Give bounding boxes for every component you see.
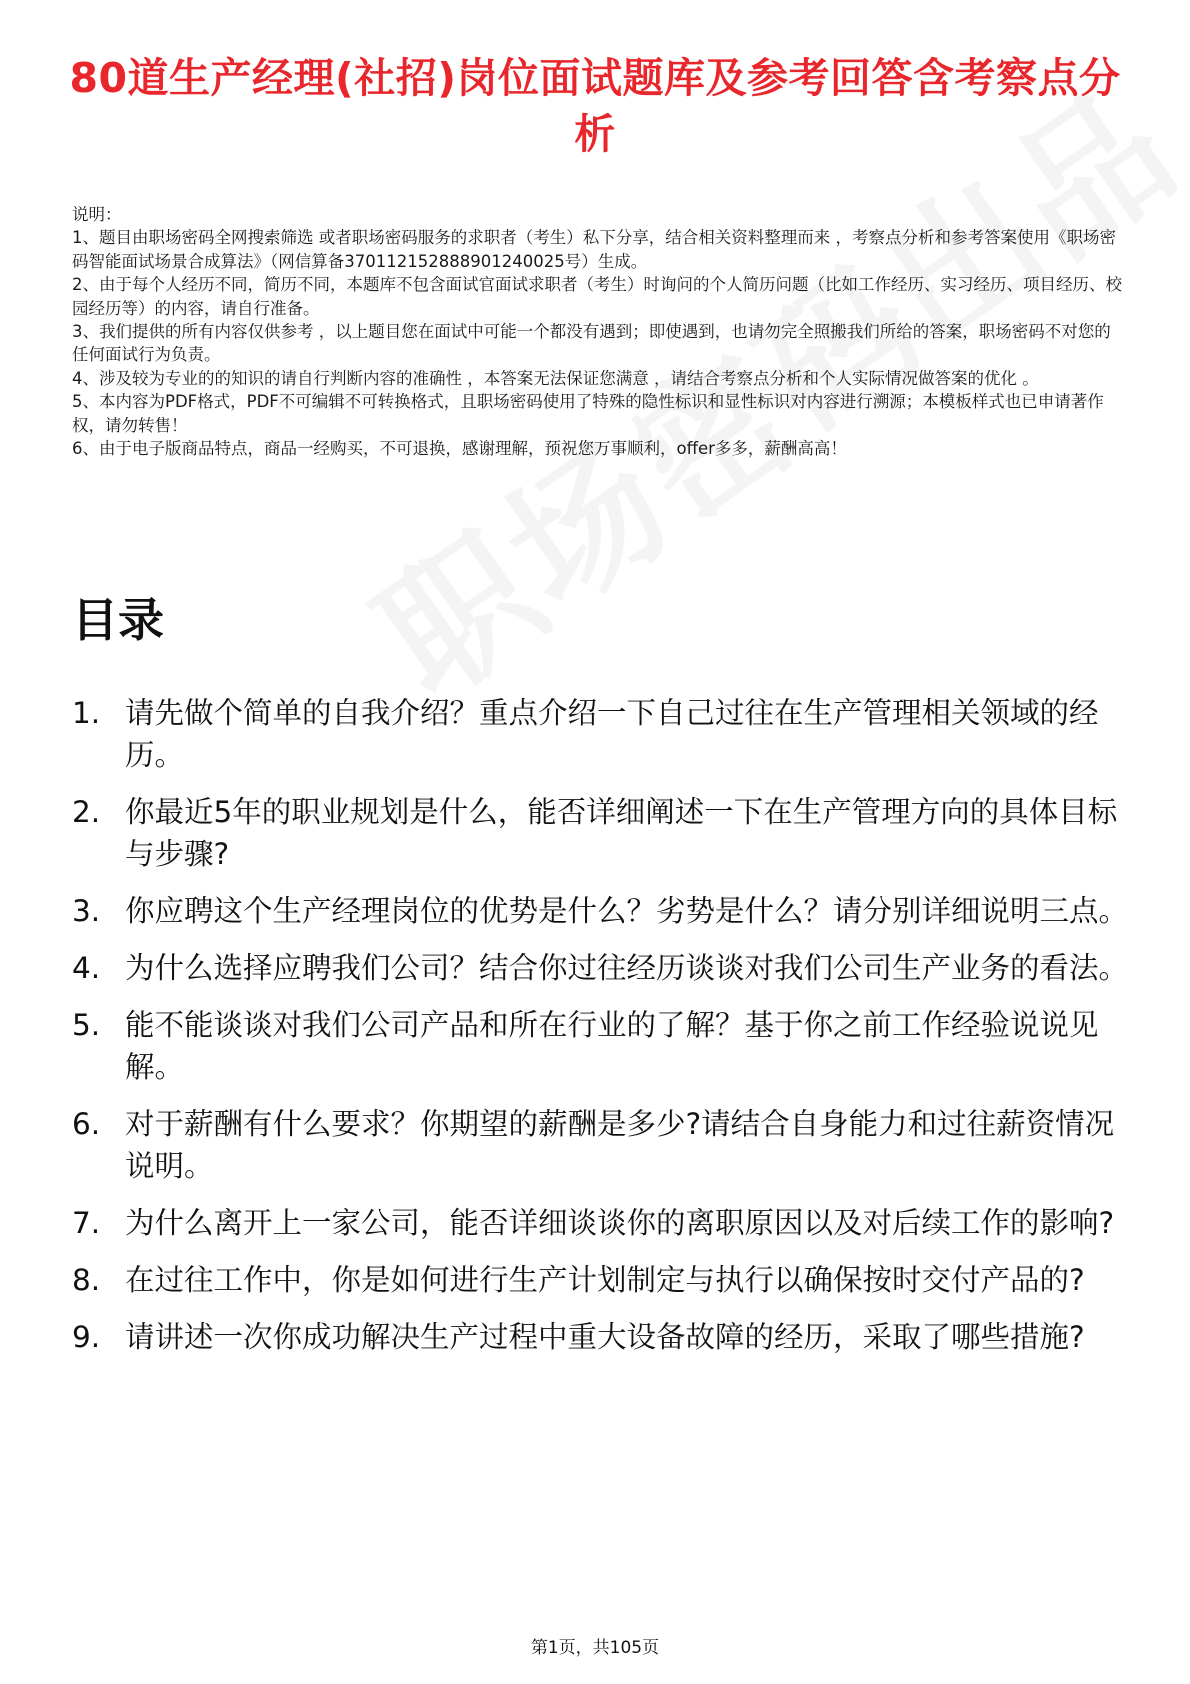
- question-item-2[interactable]: [72, 791, 1132, 875]
- question-number: 1.: [72, 696, 101, 730]
- question-text: 为什么选择应聘我们公司？结合你过往经历谈谈对我们公司生产业务的看法。: [125, 951, 1129, 985]
- question-item-9[interactable]: [72, 1316, 1132, 1358]
- question-item-4[interactable]: [72, 947, 1132, 989]
- question-text: 在过往工作中，你是如何进行生产计划制定与执行以确保按时交付产品的?: [125, 1263, 1085, 1297]
- note-item-4: 4、涉及较为专业的的知识的请自行判断内容的准确性 ，本答案无法保证您满意 ，请结合考察点分析和个人实际情况做答案的优化 。: [72, 368, 1039, 388]
- question-text: 能不能谈谈对我们公司产品和所在行业的了解？基于你之前工作经验说说见解。: [125, 1008, 1099, 1084]
- question-number: 5.: [72, 1008, 101, 1042]
- question-item-3[interactable]: [72, 890, 1132, 932]
- question-number: 6.: [72, 1107, 101, 1141]
- note-item-3: 3、我们提供的所有内容仅供参考 ，以上题目您在面试中可能一个都没有遇到；即使遇到，也请勿完全照搬我们所给的答案，职场密码不对您的任何面试行为负责。: [72, 322, 1111, 365]
- note-item-5: 5、本内容为PDF格式，PDF不可编辑不可转换格式，且职场密码使用了特殊的隐性标识和显性标识对内容进行溯源；本模板样式也已申请著作权，请勿转售！: [72, 392, 1104, 435]
- question-item-7[interactable]: [72, 1202, 1132, 1244]
- question-number: 9.: [72, 1320, 101, 1354]
- question-number: 3.: [72, 894, 101, 928]
- note-item-2: 2、由于每个人经历不同，简历不同，本题库不包含面试官面试求职者（考生）时询问的个人简历问题（比如工作经历、实习经历、项目经历、校园经历等）的内容，请自行准备。: [72, 275, 1122, 318]
- question-item-1[interactable]: [72, 692, 1132, 776]
- question-item-5[interactable]: [72, 1004, 1132, 1088]
- toc-heading: 目录: [72, 593, 164, 647]
- question-item-6[interactable]: [72, 1103, 1132, 1187]
- question-text: 你应聘这个生产经理岗位的优势是什么？劣势是什么？请分别详细说明三点。: [125, 894, 1129, 928]
- note-item-6: 6、由于电子版商品特点，商品一经购买，不可退换，感谢理解，预祝您万事顺利，offer多多，薪酬高高！: [72, 439, 847, 459]
- question-number: 8.: [72, 1263, 101, 1297]
- note-item-1: 1、题目由职场密码全网搜索筛选 或者职场密码服务的求职者（考生）私下分享，结合相关资料整理而来 ，考察点分析和参考答案使用《职场密码智能面试场景合成算法》（网信算备370112152888901240025号）生成。: [72, 228, 1116, 271]
- document-title: 80道生产经理(社招)岗位面试题库及参考回答含考察点分析: [69, 54, 1121, 158]
- question-text: 请先做个简单的自我介绍？重点介绍一下自己过往在生产管理相关领域的经历。: [125, 696, 1099, 772]
- question-number: 2.: [72, 795, 101, 829]
- question-number: 7.: [72, 1206, 101, 1240]
- question-text: 你最近5年的职业规划是什么，能否详细阐述一下在生产管理方向的具体目标与步骤?: [125, 795, 1118, 871]
- question-text: 为什么离开上一家公司，能否详细谈谈你的离职原因以及对后续工作的影响?: [125, 1206, 1115, 1240]
- notes-heading: 说明：: [72, 205, 122, 224]
- question-item-8[interactable]: [72, 1259, 1132, 1301]
- question-text: 对于薪酬有什么要求？你期望的薪酬是多少?请结合自身能力和过往薪资情况说明。: [125, 1107, 1115, 1183]
- question-text: 请讲述一次你成功解决生产过程中重大设备故障的经历，采取了哪些措施?: [125, 1320, 1085, 1354]
- question-list: [72, 692, 1132, 1373]
- page-footer: 第1页，共105页: [530, 1638, 660, 1658]
- notes-section: [72, 203, 1122, 460]
- question-number: 4.: [72, 951, 101, 985]
